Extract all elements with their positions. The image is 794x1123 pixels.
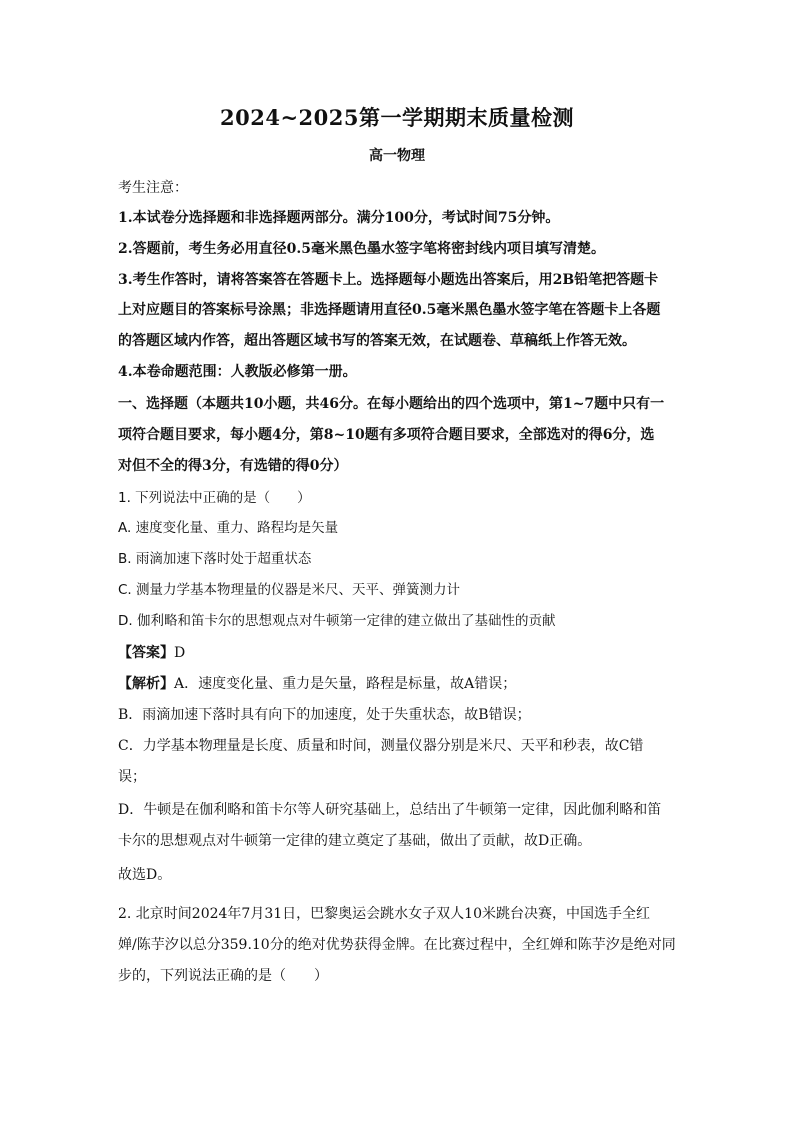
analysis-line: C．力学基本物理量是长度、质量和时间，测量仪器分别是米尺、天平和秒表，故C错	[118, 738, 644, 754]
analysis-line: B．雨滴加速下落时具有向下的加速度，处于失重状态，故B错误；	[118, 707, 531, 723]
answer-value: D	[174, 645, 186, 661]
analysis-line: 误；	[118, 769, 146, 785]
analysis-line: D．牛顿是在伽利略和笛卡尔等人研究基础上，总结出了牛顿第一定律，因此伽利略和笛	[118, 802, 662, 818]
question-2-line: 2. 北京时间2024年7月31日，巴黎奥运会跳水女子双人10米跳台决赛，中国选手全红	[118, 906, 650, 922]
option-b: B. 雨滴加速下落时处于超重状态	[118, 551, 312, 567]
analysis-line: 卡尔的思想观点对牛顿第一定律的建立奠定了基础，做出了贡献，故D正确。	[118, 833, 592, 849]
notice-item: 的答题区域内作答，超出答题区域书写的答案无效，在试题卷、草稿纸上作答无效。	[118, 333, 636, 349]
notice-item: 上对应题目的答案标号涂黑；非选择题请用直径0.5毫米黑色墨水签字笔在答题卡上各题	[118, 302, 661, 318]
answer-line	[118, 643, 678, 663]
section-heading-line: 一、选择题（本题共10小题，共46分。在每小题给出的四个选项中，第1~7题中只有一	[118, 396, 665, 412]
question-stem: 1. 下列说法中正确的是（ ）	[118, 490, 311, 506]
notice-item: 1.本试卷分选择题和非选择题两部分。满分100分，考试时间75分钟。	[118, 210, 560, 226]
section-heading-line: 项符合题目要求，每小题4分，第8~10题有多项符合题目要求，全部选对的得6分，选	[118, 427, 655, 443]
analysis-line	[118, 674, 678, 694]
exam-subject: 高一物理	[369, 148, 425, 164]
option-c: C. 测量力学基本物理量的仪器是米尺、天平、弹簧测力计	[118, 582, 461, 598]
question-2-line: 婵/陈芋汐以总分359.10分的绝对优势获得金牌。在比赛过程中，全红婵和陈芋汐是绝对同	[118, 937, 676, 953]
notice-item: 4.本卷命题范围：人教版必修第一册。	[118, 364, 357, 380]
option-a: A. 速度变化量、重力、路程均是矢量	[118, 520, 339, 536]
analysis-text: A．速度变化量、重力是矢量，路程是标量，故A错误；	[174, 676, 517, 692]
option-d: D. 伽利略和笛卡尔的思想观点对牛顿第一定律的建立做出了基础性的贡献	[118, 613, 556, 629]
analysis-tag: 【解析】	[118, 676, 174, 692]
exam-title: 2024~2025第一学期期末质量检测	[220, 105, 574, 130]
question-2-line: 步的，下列说法正确的是（ ）	[118, 968, 328, 984]
notice-item: 2.答题前，考生务必用直径0.5毫米黑色墨水签字笔将密封线内项目填写清楚。	[118, 241, 605, 257]
answer-tag: 【答案】	[118, 645, 174, 661]
analysis-line: 故选D。	[118, 867, 172, 883]
notice-item: 3.考生作答时，请将答案答在答题卡上。选择题每小题选出答案后，用2B铅笔把答题卡	[118, 272, 659, 288]
section-heading-line: 对但不全的得3分，有选错的得0分）	[118, 458, 348, 474]
notice-heading: 考生注意：	[118, 180, 188, 196]
